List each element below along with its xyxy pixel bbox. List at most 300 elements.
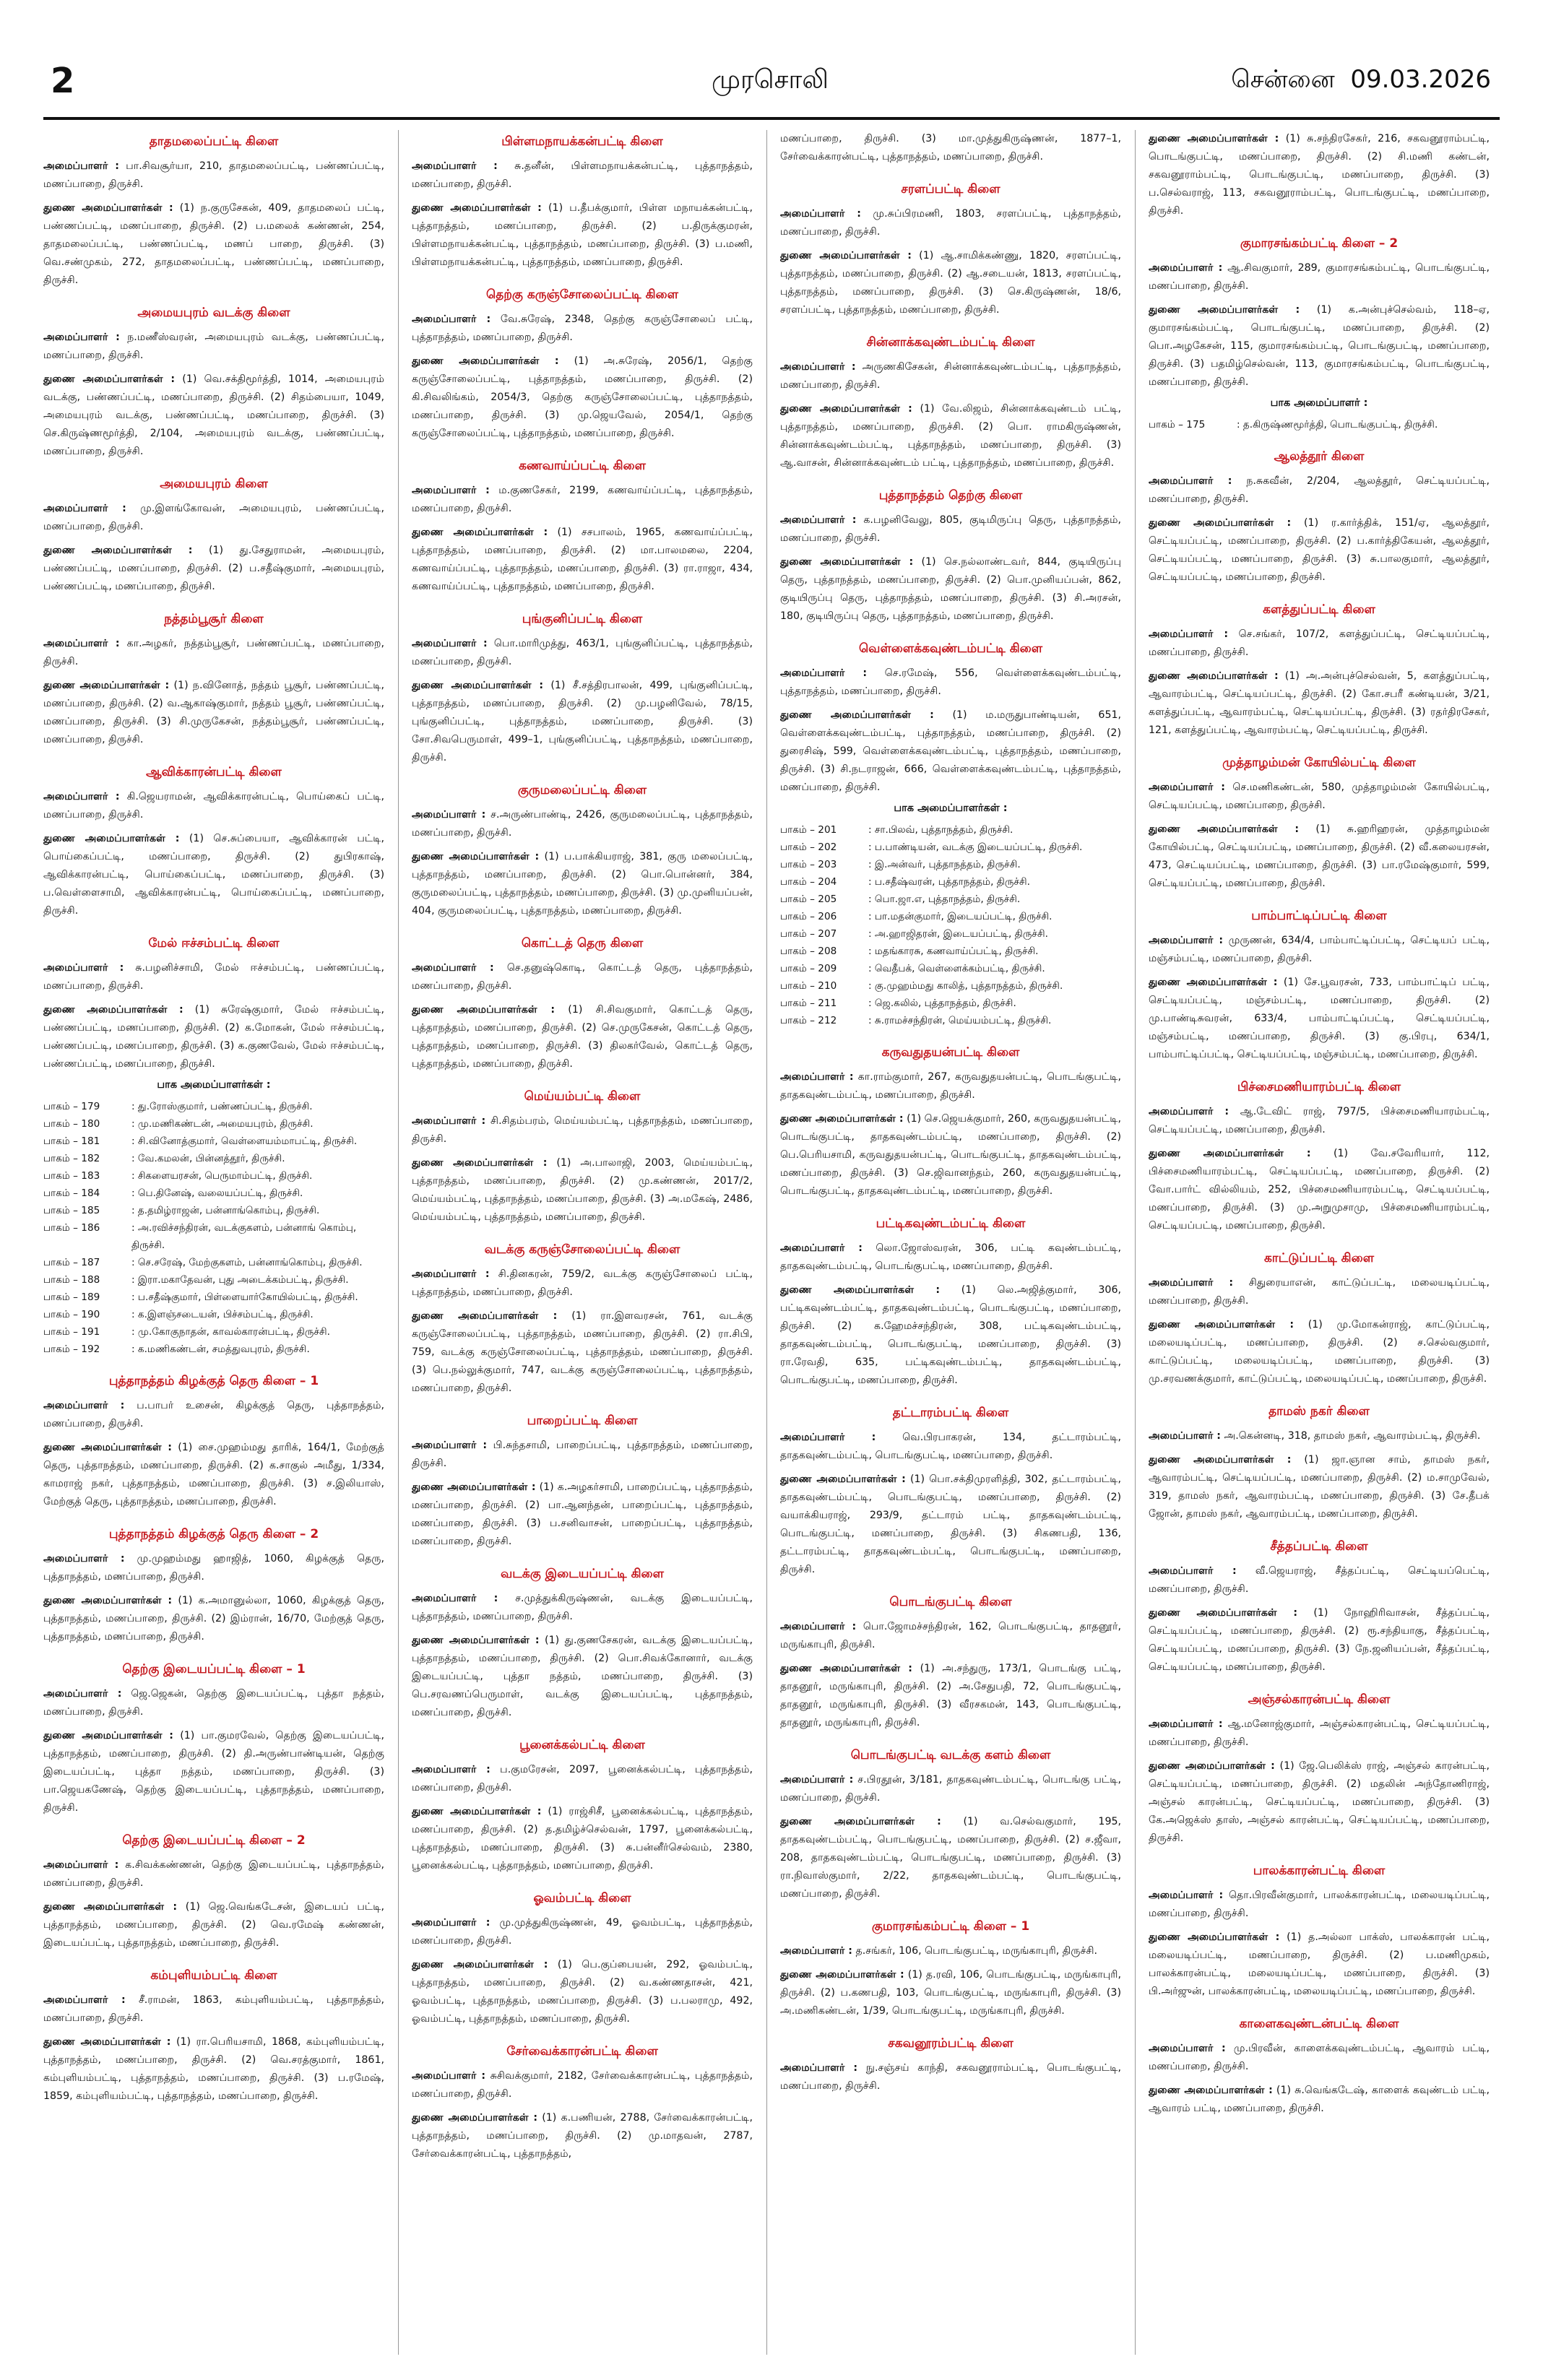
organizer-label: அமைப்பாளர் : (780, 1621, 857, 1632)
branch-heading: காட்டுப்பட்டி கிளை (1263, 1251, 1375, 1265)
branch-heading: ஓவம்பட்டி கிளை (533, 1891, 631, 1905)
deputy-organizers-label: துணை அமைப்பாளர்கள் : (1149, 1931, 1280, 1943)
booth-row (780, 925, 1121, 943)
branch-section (43, 1527, 384, 1646)
branch-heading: வடக்கு கருஞ்சோலைப்பட்டி கிளை (484, 1242, 680, 1257)
deputy-organizers-list: (1) வ.செல்வகுமார், 195, தாதகவுண்டம்பட்டி, பொடங்குபட்டி, மணப்பாறை, திருச்சி. (2) ச.ஜீவா, 208, தாதகவுண்டம்பட்டி, பொடங்குபட்டி, மணப்பாறை, திருச்சி. (3) ரா.நிவாஸ்குமார், 2/22, தாதகவுண்டம்பட்டி, பொடங்குபட்டி, மணப்பாறை, திருச்சி. (780, 1816, 1121, 1900)
organizer-name: கா.அழகர், நத்தம்பூசூர், பண்ணப்பட்டி, மணப்பாறை, திருச்சி. (43, 638, 384, 667)
booth-number: பாகம் – 182 (43, 1153, 100, 1164)
deputy-organizers-label: துணை அமைப்பாளர்கள் : (1149, 670, 1279, 682)
organizer-paragraph (412, 1437, 753, 1473)
organizer-paragraph (412, 1112, 753, 1148)
deputy-organizers-paragraph (43, 1001, 384, 1073)
booth-row (780, 943, 1121, 960)
deputy-organizers-list: (1) வெ.சக்திமூர்த்தி, 1014, அமையபுரம் வடக்கு, பண்ணப்பட்டி, மணப்பாறை, திருச்சி. (2) சிதம்பையா, 1049, அமையபுரம் வடக்கு, பண்ணப்பட்டி, மணப்பாறை, திருச்சி. (3) செ.கிருஷ்ணமூர்த்தி, 2/104, அமையபுரம் வடக்கு, பண்ணப்பட்டி, மணப்பாறை, திருச்சி. (43, 373, 384, 457)
branch-section (412, 459, 753, 596)
column-3 (780, 130, 1121, 2362)
branch-section (43, 612, 384, 749)
organizer-name: அருணகிசேகன், சின்னாக்கவுண்டம்பட்டி, புத்தாநத்தம், மணப்பாறை, திருச்சி. (780, 361, 1121, 391)
deputy-organizers-label: துணை அமைப்பாளர்கள் : (43, 833, 180, 844)
branch-section (1149, 449, 1490, 587)
deputy-organizers-list: (1) க.பணியன், 2788, சேர்வைக்காரன்பட்டி, புத்தாநத்தம், மணப்பாறை, திருச்சி. (2) மு.மாதவன், 2787, சேர்வைக்காரன்பட்டி, புத்தாநத்தம், (412, 2112, 753, 2160)
organizer-label: அமைப்பாளர் : (780, 1432, 876, 1443)
booth-organizer: : அ.ஹாஜிதரன், இடையப்பட்டி, திருச்சி. (868, 928, 1048, 940)
deputy-organizers-paragraph (780, 1966, 1121, 2020)
column-1 (43, 130, 384, 2362)
organizer-label: அமைப்பாளர் : (412, 2070, 486, 2082)
branch-section (43, 1833, 384, 1952)
organizer-name: மு.முத்துகிருஷ்ணன், 49, ஓவம்பட்டி, புத்தாநத்தம், மணப்பாறை, திருச்சி. (412, 1917, 753, 1947)
branch-heading: சேர்வைக்காரன்பட்டி கிளை (506, 2044, 658, 2059)
deputy-organizers-paragraph (780, 247, 1121, 319)
branch-heading: பொடங்குபட்டி வடக்கு களம் கிளை (850, 1748, 1051, 1762)
organizer-paragraph (1149, 1562, 1490, 1598)
deputy-organizers-label: துணை அமைப்பாளர்கள் : (780, 403, 912, 415)
organizer-name: சிதுரையாஎன், காட்டுப்பட்டி, மலையடிப்பட்டி, மணப்பாறை, திருச்சி. (1149, 1277, 1490, 1307)
branch-heading: வெள்ளைக்கவுண்டம்பட்டி கிளை (858, 641, 1043, 656)
deputy-organizers-paragraph (412, 352, 753, 443)
organizer-paragraph (412, 806, 753, 842)
organizer-paragraph (1149, 1103, 1490, 1139)
deputy-organizers-paragraph (412, 1956, 753, 2028)
organizer-name: ஆ.டேவிட் ராஜ், 797/5, பிச்சைமணியாரம்பட்டி, செட்டியப்பட்டி, மணப்பாறை, திருச்சி. (1149, 1106, 1490, 1135)
dateline-city: சென்னை (1231, 65, 1335, 94)
organizer-label: அமைப்பாளர் : (43, 1994, 126, 2006)
organizer-label: அமைப்பாளர் : (1149, 1277, 1234, 1289)
organizer-label: அமைப்பாளர் : (1149, 1718, 1223, 1730)
booth-row (43, 1323, 384, 1341)
booth-organizer: : கு.முஹம்மது காலித், புத்தாநத்தம், திருச்சி. (868, 980, 1063, 992)
organizer-paragraph (43, 959, 384, 995)
branch-section (1149, 236, 1490, 433)
organizer-paragraph (780, 665, 1121, 701)
organizer-paragraph (780, 1618, 1121, 1654)
branch-heading: நத்தம்பூசூர் கிளை (164, 612, 264, 626)
organizer-name: ச.முத்துக்கிருஷ்ணன், வடக்கு இடையப்பட்டி, புத்தாநத்தம், மணப்பாறை, திருச்சி. (412, 1593, 753, 1622)
branch-section (780, 488, 1121, 626)
booth-number: பாகம் – 181 (43, 1135, 100, 1147)
booth-number: பாகம் – 210 (780, 980, 837, 992)
booth-organizer: : செ.சரேஷ், மேற்குகளம், பன்னாங்கொம்பு, திருச்சி. (131, 1257, 363, 1268)
organizer-name: மு.முஹம்மது ஹாஜித், 1060, கிழக்குத் தெரு, புத்தாநத்தம், மணப்பாறை, திருச்சி. (43, 1553, 384, 1583)
deputy-organizers-list: (1) வே.சவேரியார், 112, பிச்சைமணியாரம்பட்டி, செட்டியப்பட்டி, மணப்பாறை, திருச்சி. (2) வோ.பார்ட் வில்லியம், 252, பிச்சைமணியாரம்பட்டி, செட்டியப்பட்டி, மணப்பாறை, திருச்சி. (3) மு.அறுமுசாமு, பிச்சைமணியாரம்பட்டி, செட்டியப்பட்டி, மணப்பாறை, திருச்சி. (1149, 1148, 1490, 1232)
branch-section (1149, 1404, 1490, 1523)
branch-heading: கொட்டத் தெரு கிளை (521, 936, 644, 951)
column-4 (1149, 130, 1490, 2362)
booth-row (43, 1167, 384, 1185)
branch-heading: புங்குனிப்பட்டி கிளை (522, 612, 643, 626)
organizer-paragraph (780, 205, 1121, 241)
booth-row (43, 1341, 384, 1358)
organizer-paragraph (43, 1856, 384, 1892)
deputy-organizers-label: துணை அமைப்பாளர்கள் : (780, 1663, 912, 1674)
deputy-organizers-label: துணை அமைப்பாளர்கள் : (412, 1004, 556, 1016)
deputy-organizers-paragraph (412, 1632, 753, 1722)
branch-section (412, 1891, 753, 2028)
branch-heading: அமையபுரம் கிளை (160, 477, 268, 491)
branch-heading: புத்தாநத்தம் கிழக்குத் தெரு கிளை – 1 (108, 1374, 319, 1388)
branch-section (780, 2036, 1121, 2095)
deputy-organizers-label: துணை அமைப்பாளர்கள் : (780, 1113, 904, 1125)
organizer-name: லொ.ஜோஸ்வரன், 306, பட்டி கவுண்டம்பட்டி, தாதகவுண்டம்பட்டி, பொடங்குபட்டி, மணப்பாறை, திருச்சி. (780, 1242, 1121, 1272)
deputy-organizers-paragraph (43, 1592, 384, 1646)
organizer-paragraph (412, 1590, 753, 1626)
organizer-paragraph (1149, 1274, 1490, 1310)
branch-heading: புத்தாநத்தம் தெற்கு கிளை (878, 488, 1023, 503)
organizer-label: அமைப்பாளர் : (1149, 1565, 1237, 1577)
booth-number: பாகம் – 209 (780, 963, 837, 974)
booth-row (43, 1306, 384, 1323)
booth-number: பாகம் – 207 (780, 928, 837, 940)
branch-section (780, 1216, 1121, 1390)
branch-section (43, 1968, 384, 2106)
deputy-organizers-list: (1) அ.சுரேஷ், 2056/1, தெற்கு கருஞ்சோலைப்பட்டி, புத்தாநத்தம், மணப்பாறை, திருச்சி. (2) கி.சிவலிங்கம், 2054/3, தெற்கு கருஞ்சோலைப்பட்டி, புத்தாநத்தம், மணப்பாறை, திருச்சி. (3) மு.ஜெயவேல், 2054/1, தெற்கு கருஞ்சோலைப்பட்டி, புத்தாநத்தம், மணப்பாறை, திருச்சி. (412, 355, 753, 439)
branch-section (780, 130, 1121, 166)
organizer-label: அமைப்பாளர் : (1149, 2043, 1226, 2054)
organizer-label: அமைப்பாளர் : (412, 809, 486, 821)
organizer-name: கா.ராம்குமார், 267, கருவதுதயன்பட்டி, பொடங்குபட்டி, தாதகவுண்டம்பட்டி, மணப்பாறை, திருச்சி. (780, 1071, 1121, 1101)
organizer-label: அமைப்பாளர் : (43, 1553, 125, 1565)
organizer-name: மு.பிரவீன், காளைக்கவுண்டம்பட்டி, ஆவாரம் பட்டி, மணப்பாறை, திருச்சி. (1149, 2043, 1490, 2072)
organizer-label: அமைப்பாளர் : (412, 485, 490, 496)
deputy-organizers-list: (1) ஜா.ஞான சாம், தாமஸ் நகர், ஆவாரம்பட்டி, செட்டியப்பட்டி, மணப்பாறை, திருச்சி. (2) ம.சாமுவேல், 319, தாமஸ் நகர், ஆவாரம்பட்டி, மணப்பாறை, திருச்சி. (3) சே.தீபக் ஜோன், தாமஸ் நகர், ஆவாரம்பட்டி, மணப்பாறை, திருச்சி. (1149, 1454, 1490, 1520)
booth-organizer: : க.இளஞ்சடையன், பிச்சம்பட்டி, திருச்சி. (131, 1309, 314, 1320)
booth-number: பாகம் – 180 (43, 1118, 100, 1130)
branch-section (412, 287, 753, 443)
branch-heading: பாறைப்பட்டி கிளை (527, 1414, 638, 1428)
branch-heading: களத்துப்பட்டி கிளை (1263, 602, 1375, 617)
deputy-organizers-list: (1) ராஜ்சிசீ, பூனைக்கல்பட்டி, புத்தாநத்தம், மணப்பாறை, திருச்சி. (2) த.தமிழ்ச்செல்வன், 1797, பூனைக்கல்பட்டி, புத்தாநத்தம், மணப்பாறை, திருச்சி. (3) சு.பன்னீர்செல்வம், 2380, பூனைக்கல்பட்டி, புத்தாநத்தம், மணப்பாறை, திருச்சி. (412, 1806, 753, 1871)
booth-row (43, 1289, 384, 1306)
booth-organizers-heading: பாக அமைப்பாளர் : (1270, 397, 1368, 409)
deputy-organizers-paragraph (780, 1813, 1121, 1903)
deputy-organizers-list: (1) பொ.சக்திமுரளித்தி, 302, தட்டாரம்பட்டி, தாதகவுண்டம்பட்டி, பொடங்குபட்டி, மணப்பாறை, திருச்சி. (2) வயாக்கியராஜ், 293/9, தட்டாரம் பட்டி, தாதகவுண்டம்பட்டி, பொடங்குபட்டி, மணப்பாறை, திருச்சி. (3) சிகணபதி, 136, தட்டாரம்பட்டி, தாதகவுண்டம்பட்டி, பொடங்குபட்டி, மணப்பாறை, திருச்சி. (780, 1474, 1121, 1575)
deputy-organizers-label: துணை அமைப்பாளர்கள் : (43, 1730, 173, 1741)
organizer-paragraph (1149, 1715, 1490, 1752)
booth-number: பாகம் – 187 (43, 1257, 100, 1268)
deputy-organizers-list: (1) பா.குமரவேல், தெற்கு இடையப்பட்டி, புத்தாநத்தம், மணப்பாறை, திருச்சி. (2) தி.அருண்பாண்டியன், தெற்கு இடையப்பட்டி, புத்தா நத்தம், மணப்பாறை, திருச்சி. (3) பா.ஜெயகணேஷ், தெற்கு இடையப்பட்டி, புத்தாநத்தம், மணப்பாறை, திருச்சி. (43, 1730, 384, 1814)
booth-row (780, 821, 1121, 839)
organizer-paragraph (412, 2067, 753, 2103)
deputy-organizers-paragraph (780, 400, 1121, 472)
booth-organizer: : வெதீபக், வெள்ளைக்கம்பட்டி, திருச்சி. (868, 963, 1045, 974)
deputy-organizers-paragraph (1149, 2082, 1490, 2118)
deputy-organizers-list: (1) சு.சந்திரசேகர், 216, சகவனூராம்பட்டி, பொடங்குபட்டி, மணப்பாறை, திருச்சி. (2) சி.மணி கண்டன், சகவனூராம்பட்டி, பொடங்குபட்டி, மணப்பாறை, திருச்சி. (3) ப.செல்வராஜ், 113, சகவனூராம்பட்டி, பொடங்குபட்டி, மணப்பாறை, திருச்சி. (1149, 133, 1490, 217)
organizer-label: அமைப்பாளர் : (1149, 1890, 1224, 1901)
deputy-organizers-label: துணை அமைப்பாளர்கள் : (412, 851, 540, 862)
dateline-date: 09.03.2026 (1350, 65, 1491, 94)
booth-organizer: : மதங்காரசு, கணவாய்ப்பட்டி, திருச்சி. (868, 945, 1039, 957)
organizer-paragraph (412, 1761, 753, 1797)
organizer-name: மு.சுப்பிரமணி, 1803, சரளப்பட்டி, புத்தாநத்தம், மணப்பாறை, திருச்சி. (780, 208, 1121, 238)
booth-row (780, 1012, 1121, 1029)
organizer-name: க.பழனிவேலு, 805, குடிமிருப்பு தெரு, புத்தாநத்தம், மணப்பாறை, திருச்சி. (780, 514, 1121, 544)
deputy-organizers-list: (1) செ.சுப்பையா, ஆவிக்காரன் பட்டி, பொய்கைப்பட்டி, மணப்பாறை, திருச்சி. (2) துபிரகாஷ், ஆவிக்காரன்பட்டி, பொய்கைப்பட்டி, மணப்பாறை, திருச்சி. (3) ப.வெள்ளைசாமி, ஆவிக்காரன்பட்டி, பொய்கைப்பட்டி, மணப்பாறை, திருச்சி. (43, 833, 384, 917)
booth-organizer: : பெ.தினேஷ், வலையப்பட்டி, திருச்சி. (131, 1187, 303, 1199)
deputy-organizers-label: துணை அமைப்பாளர்கள் : (43, 545, 193, 556)
deputy-organizers-label: துணை அமைப்பாளர்கள் : (43, 202, 173, 214)
organizer-paragraph (412, 482, 753, 518)
organizer-name: தொ.பிரவீன்குமார், பாலக்காரன்பட்டி, மலையடிப்பட்டி, மணப்பாறை, திருச்சி. (1149, 1890, 1490, 1919)
deputy-organizers-label: துணை அமைப்பாளர்கள் : (1149, 1454, 1292, 1466)
organizer-paragraph (412, 635, 753, 671)
booth-number: பாகம் – 179 (43, 1101, 100, 1112)
branch-section (1149, 1692, 1490, 1848)
branch-section (1149, 756, 1490, 893)
booth-organizer: : சிகளையரசன், பெருமாம்பட்டி, திருச்சி. (131, 1170, 313, 1182)
organizer-paragraph (1149, 1887, 1490, 1923)
branch-heading: பிள்ளமநாயக்கன்பட்டி கிளை (501, 134, 663, 149)
branch-heading: தெற்கு கருஞ்சோலைப்பட்டி கிளை (486, 287, 678, 302)
booth-number: பாகம் – 201 (780, 824, 837, 836)
organizer-name: ம.குணசேகர், 2199, கணவாய்ப்பட்டி, புத்தாநத்தம், மணப்பாறை, திருச்சி. (412, 485, 753, 514)
booth-organizer: : ப.சதீஷ்வரன், புத்தாநத்தம், திருச்சி. (868, 876, 1030, 888)
branch-heading: குருமலைப்பட்டி கிளை (517, 783, 647, 797)
booth-row (780, 977, 1121, 995)
branch-heading: பட்டிகவுண்டம்பட்டி கிளை (876, 1216, 1026, 1231)
organizer-paragraph (780, 2059, 1121, 2095)
booth-number: பாகம் – 184 (43, 1187, 100, 1199)
booth-organizer: : ஜெ.கலில், புத்தாநத்தம், திருச்சி. (868, 998, 1016, 1009)
booth-row (780, 960, 1121, 977)
branch-section (1149, 1539, 1490, 1676)
branch-section (412, 1738, 753, 1875)
deputy-organizers-paragraph (412, 1154, 753, 1226)
organizer-paragraph (43, 1685, 384, 1721)
booth-number: பாகம் – 211 (780, 998, 837, 1009)
booth-row (780, 839, 1121, 856)
branch-heading: மேல் ஈச்சம்பட்டி கிளை (148, 936, 280, 951)
organizer-label: அமைப்பாளர் : (1149, 782, 1225, 793)
booth-row (780, 873, 1121, 891)
deputy-organizers-paragraph (1149, 974, 1490, 1064)
organizer-name: ப.குமரேசன், 2097, பூனைக்கல்பட்டி, புத்தாநத்தம், மணப்பாறை, திருச்சி. (412, 1764, 753, 1793)
organizer-name: ஜெ.ஜெகன், தெற்கு இடையப்பட்டி, புத்தா நத்தம், மணப்பாறை, திருச்சி. (43, 1688, 384, 1718)
organizer-label: அமைப்பாளர் : (1149, 935, 1224, 946)
branch-section (780, 1406, 1121, 1579)
branch-heading: பாம்பாட்டிப்பட்டி கிளை (1251, 909, 1387, 923)
booth-organizer: : இ.அன்வர், புத்தாநத்தம், திருச்சி. (868, 859, 1021, 870)
deputy-organizers-label: துணை அமைப்பாளர்கள் : (1149, 517, 1292, 529)
organizer-paragraph (1149, 779, 1490, 815)
organizer-label: அமைப்பாளர் : (1149, 475, 1232, 487)
booth-organizer: : த.தமிழ்ராஜன், பன்னாங்கொம்பு, திருச்சி. (131, 1205, 320, 1216)
booth-number: பாகம் – 190 (43, 1309, 100, 1320)
deputy-organizers-list: (1) சீ.சத்திரபாலன், 499, புங்குனிப்பட்டி, புத்தாநத்தம், மணப்பாறை, திருச்சி. (2) மு.பழனிவேல், 78/15, புங்குனிப்பட்டி, புத்தாநத்தம், மணப்பாறை, திருச்சி. (3) சோ.சிவபெருமாள், 499–1, புங்குனிப்பட்டி, புத்தாநத்தம், மணப்பாறை, திருச்சி. (412, 680, 753, 763)
deputy-organizers-paragraph (780, 553, 1121, 626)
organizer-label: அமைப்பாளர் : (43, 160, 119, 172)
masthead-rule (43, 117, 1500, 120)
branch-heading: மெய்யம்பட்டி கிளை (524, 1089, 641, 1104)
branch-section (1149, 1251, 1490, 1388)
branch-heading: சகவனூரம்பட்டி கிளை (888, 2036, 1013, 2051)
deputy-organizers-paragraph (412, 1803, 753, 1875)
deputy-organizers-label: துணை அமைப்பாளர்கள் : (412, 355, 559, 367)
deputy-organizers-paragraph (43, 542, 384, 596)
branch-heading: பாலக்காரன்பட்டி கிளை (1253, 1864, 1386, 1878)
organizer-label: அமைப்பாளர் : (43, 791, 120, 802)
organizer-name: க.சிவக்கண்ணன், தெற்கு இடையப்பட்டி, புத்தாநத்தம், மணப்பாறை, திருச்சி. (43, 1859, 384, 1889)
organizer-label: அமைப்பாளர் : (780, 208, 861, 220)
branch-heading: தட்டாரம்பட்டி கிளை (892, 1406, 1009, 1420)
deputy-organizers-paragraph (412, 524, 753, 596)
organizer-name: ஆ.சிவகுமார், 289, குமாரசங்கம்பட்டி, பொடங்குபட்டி, மணப்பாறை, திருச்சி. (1149, 262, 1490, 292)
branch-heading: குமாரசங்கம்பட்டி கிளை – 2 (1240, 236, 1399, 251)
deputy-organizers-label: துணை அமைப்பாளர்கள் : (780, 1816, 941, 1827)
deputy-organizers-label: துணை அமைப்பாளர்கள் : (412, 680, 544, 691)
branch-heading: குமாரசங்கம்பட்டி கிளை – 1 (871, 1919, 1030, 1934)
organizer-name: பொ.ஜோமச்சந்திரன், 162, பொடங்குபட்டி, தாதனூர், மருங்காபுரி, திருச்சி. (780, 1621, 1121, 1650)
deputy-organizers-list: (1) க.அழகர்சாமி, பாறைப்பட்டி, புத்தாநத்தம், மணப்பாறை, திருச்சி. (2) பா.ஆனந்தன், பாறைப்பட்டி, புத்தாநத்தம், மணப்பாறை, திருச்சி. (3) ப.சனிவாசன், பாறைப்பட்டி, புத்தாநத்தம், மணப்பாறை, திருச்சி. (412, 1481, 753, 1547)
deputy-organizers-list: (1) ரா.பெரியசாமி, 1868, கம்புளியம்பட்டி, புத்தாநத்தம், மணப்பாறை, திருச்சி. (2) வெ.சரத்குமார், 1861, கம்புளியம்பட்டி, புத்தாநத்தம், மணப்பாறை, திருச்சி. (3) ப.ரமேஷ், 1859, கம்புளியம்பட்டி, புத்தாநத்தம், மணப்பாறை, திருச்சி. (43, 2036, 384, 2102)
branch-heading: தாமஸ் நகர் கிளை (1268, 1404, 1370, 1419)
organizer-name: செ.தனுஷ்கொடி, கொட்டத் தெரு, புத்தாநத்தம், மணப்பாறை, திருச்சி. (412, 962, 753, 992)
booth-number: பாகம் – 204 (780, 876, 837, 888)
deputy-organizers-label: துணை அமைப்பாளர்கள் : (43, 1442, 172, 1453)
branch-heading: காளைகவுண்டன்பட்டி கிளை (1239, 2017, 1399, 2031)
deputy-organizers-paragraph (43, 371, 384, 461)
deputy-organizers-list: (1) ம.மருதுபாண்டியன், 651, வெள்ளைக்கவுண்டம்பட்டி, புத்தாநத்தம், மணப்பாறை, திருச்சி. (2) துரைசிஷ், 599, வெள்ளைக்கவுண்டம்பட்டி, புத்தாநத்தம், மணப்பாறை, திருச்சி. (3) சி.நடராஜன், 666, வெள்ளைக்கவுண்டம்பட்டி, புத்தாநத்தம், மணப்பாறை, திருச்சி. (780, 709, 1121, 793)
branch-section (412, 1567, 753, 1722)
branch-heading: ஆலத்தூர் கிளை (1274, 449, 1365, 464)
dateline (1231, 65, 1491, 97)
branch-heading: கணவாய்ப்பட்டி கிளை (519, 459, 646, 473)
deputy-organizers-label: துணை அமைப்பாளர்கள் : (43, 680, 170, 691)
organizer-label: அமைப்பாளர் : (412, 1593, 498, 1604)
deputy-organizers-paragraph (412, 1479, 753, 1551)
deputy-organizers-paragraph (780, 1110, 1121, 1200)
deputy-organizers-label: துணை அமைப்பாளர்கள் : (780, 1474, 906, 1485)
deputy-organizers-list: (1) பெ.குப்பையன், 292, ஓவம்பட்டி, புத்தாநத்தம், மணப்பாறை, திருச்சி. (2) வ.கண்ணதாசன், 421, ஓவம்பட்டி, புத்தாநத்தம், மணப்பாறை, திருச்சி. (3) ப.பலராமு, 492, ஓவம்பட்டி, புத்தாநத்தம், மணப்பாறை, திருச்சி. (412, 1959, 753, 2025)
deputy-organizers-list: (1) லெ.அஜித்குமார், 306, பட்டிகவுண்டம்பட்டி, தாதகவுண்டம்பட்டி, பொடங்குபட்டி, மணப்பாறை, திருச்சி. (2) க.ஹேமச்சந்திரன், 308, பட்டிகவுண்டம்பட்டி, தாதகவுண்டம்பட்டி, பொடங்குபட்டி, மணப்பாறை, திருச்சி. (3) ரா.ரேவதி, 635, பட்டிகவுண்டம்பட்டி, தாதகவுண்டம்பட்டி, பொடங்குபட்டி, மணப்பாறை, திருச்சி. (780, 1284, 1121, 1386)
organizer-name: அ.கென்னடி, 318, தாமஸ் நகர், ஆவாரம்பட்டி, திருச்சி. (1224, 1430, 1481, 1442)
deputy-organizers-list: (1) ப.தீபக்குமார், பிள்ள மநாயக்கன்பட்டி, புத்தாநத்தம், மணப்பாறை, திருச்சி. (2) ப.திருக்குமரன், பிள்ளமநாயக்கன்பட்டி, புத்தாநத்தம், மணப்பாறை, திருச்சி. (3) ப.மணி, பிள்ளமநாயக்கன்பட்டி, புத்தாநத்தம், மணப்பாறை, திருச்சி. (412, 202, 753, 268)
deputy-organizers-paragraph (780, 1281, 1121, 1390)
deputy-organizers-list: (1) த.ரவி, 106, பொடங்குபட்டி, மருங்காபுரி, திருச்சி. (2) ப.கணபதி, 103, பொடங்குபட்டி, மருங்காபுரி, திருச்சி. (3) அ.மணிகண்டன், 1/39, பொடங்குபட்டி, மருங்காபுரி, திருச்சி. (780, 1969, 1121, 2017)
booth-row (43, 1254, 384, 1271)
organizer-label: அமைப்பாளர் : (780, 1945, 852, 1957)
organizer-label: அமைப்பாளர் : (43, 1688, 122, 1700)
organizer-name: முருணன், 634/4, பாம்பாட்டிப்பட்டி, செட்டியப் பட்டி, மஞ்சம்பட்டி, மணப்பாறை, திருச்சி. (1149, 935, 1490, 964)
organizer-paragraph (412, 1265, 753, 1302)
deputy-organizers-list: (1) க.அமானுல்லா, 1060, கிழக்குத் தெரு, புத்தாநத்தம், மணப்பாறை, திருச்சி. (2) இம்ரான், 16/70, மேற்குத் தெரு, புத்தாநத்தம், மணப்பாறை, திருச்சி. (43, 1595, 384, 1643)
continued-text: மணப்பாறை, திருச்சி. (3) மா.முத்துகிருஷ்ணன், 1877–1, சேர்வைக்காரன்பட்டி, புத்தாநத்தம், மணப்பாறை, திருச்சி. (780, 133, 1121, 163)
article-columns (43, 130, 1500, 2362)
deputy-organizers-paragraph (1149, 1757, 1490, 1848)
booth-number: பாகம் – 212 (780, 1015, 837, 1026)
deputy-organizers-list: (1) து.சேதுராமன், அமையபுரம், பண்ணப்பட்டி, மணப்பாறை, திருச்சி. (2) ப.சதீஷ்குமார், அமையபுரம், பண்ணப்பட்டி, மணப்பாறை, திருச்சி. (43, 545, 384, 592)
branch-section (43, 1662, 384, 1817)
organizer-label: அமைப்பாளர் : (412, 1917, 490, 1929)
booth-row (780, 995, 1121, 1012)
deputy-organizers-list: (1) மு.மோகன்ராஜ், காட்டுப்பட்டி, மலையடிப்பட்டி, மணப்பாறை, திருச்சி. (2) ச.செல்வகுமார், காட்டுப்பட்டி, மலையடிப்பட்டி, மணப்பாறை, திருச்சி. (3) மு.சரவணக்குமார், காட்டுப்பட்டி, மலையடிப்பட்டி, மணப்பாறை, திருச்சி. (1149, 1319, 1490, 1385)
deputy-organizers-label: துணை அமைப்பாளர்கள் : (43, 373, 176, 385)
booth-row (780, 891, 1121, 908)
organizer-label: அமைப்பாளர் : (412, 313, 491, 325)
organizer-name: பா.சிவசூர்யா, 210, தாதமலைப்பட்டி, பண்ணப்பட்டி, மணப்பாறை, திருச்சி. (43, 160, 384, 190)
deputy-organizers-list: (1) சு.ஹரிஹரன், முத்தாழம்மன் கோயில்பட்டி, செட்டியப்பட்டி, மணப்பாறை, திருச்சி. (2) வீ.கலையரசன், 473, செட்டியப்பட்டி, மணப்பாறை, திருச்சி. (3) பா.ரமேஷ்குமார், 599, செட்டியப்பட்டி, மணப்பாறை, திருச்சி. (1149, 823, 1490, 889)
branch-heading: பிச்சைமணியாரம்பட்டி கிளை (1237, 1080, 1401, 1094)
organizer-label: அமைப்பாளர் : (780, 1071, 854, 1083)
booth-organizers-heading: பாக அமைப்பாளர்கள் : (157, 1079, 271, 1091)
booth-row (43, 1219, 384, 1254)
deputy-organizers-paragraph (1149, 301, 1490, 391)
deputy-organizers-paragraph (1149, 130, 1490, 220)
deputy-organizers-paragraph (1149, 667, 1490, 740)
organizer-label: அமைப்பாளர் : (43, 962, 124, 974)
booth-organizer: : சு.ராமச்சந்திரன், மெய்யம்பட்டி, திருச்சி. (868, 1015, 1052, 1026)
branch-section (780, 1748, 1121, 1903)
booth-row (43, 1202, 384, 1219)
branch-section (412, 134, 753, 272)
organizer-label: அமைப்பாளர் : (43, 1859, 119, 1871)
deputy-organizers-list: (1) வே.லிஜம், சின்னாக்கவுண்டம் பட்டி, புத்தாநத்தம், மணப்பாறை, திருச்சி. (2) பொ. ராமகிருஷ்ணன், சின்னாக்கவுண்டம்பட்டி, புத்தாநத்தம், மணப்பாறை, திருச்சி. (3) ஆ.வாசன், சின்னாக்கவுண்டம் பட்டி, புத்தாநத்தம், மணப்பாறை, திருச்சி. (780, 403, 1121, 469)
branch-heading: ஆவிக்காரன்பட்டி கிளை (146, 765, 282, 779)
deputy-organizers-paragraph (412, 1307, 753, 1398)
deputy-organizers-label: துணை அமைப்பாளர்கள் : (1149, 1760, 1275, 1772)
branch-section (780, 641, 1121, 1029)
organizer-label: அமைப்பாளர் : (412, 1764, 490, 1775)
deputy-organizers-list: (1) சுரேஷ்குமார், மேல் ஈச்சம்பட்டி, பண்ணப்பட்டி, மணப்பாறை, திருச்சி. (2) க.மோகன், மேல் ஈச்சம்பட்டி, பண்ணப்பட்டி, மணப்பாறை, திருச்சி. (3) க.குணவேல், மேல் ஈச்சம்பட்டி, பண்ணப்பட்டி, மணப்பாறை, திருச்சி. (43, 1004, 384, 1070)
organizer-paragraph (43, 157, 384, 194)
organizer-paragraph (412, 959, 753, 995)
deputy-organizers-label: துணை அமைப்பாளர்கள் : (1149, 2085, 1273, 2096)
organizer-label: அமைப்பாளர் : (412, 160, 498, 172)
deputy-organizers-label: துணை அமைப்பாளர்கள் : (780, 1969, 904, 1981)
organizer-label: அமைப்பாளர் : (1149, 1430, 1221, 1442)
booth-number: பாகம் – 191 (43, 1326, 100, 1338)
booth-row (43, 1150, 384, 1167)
organizer-name: சி.தினகரன், 759/2, வடக்கு கருஞ்சோலைப் பட்டி, புத்தாநத்தம், மணப்பாறை, திருச்சி. (412, 1268, 753, 1298)
deputy-organizers-list: (1) ந.வினோத், நத்தம் பூசூர், பண்ணப்பட்டி, மணப்பாறை, திருச்சி. (2) வ.ஆகாஷ்குமார், நத்தம் பூசூர், பண்ணப்பட்டி, மணப்பாறை, திருச்சி. (3) சி.முருகேசன், நத்தம்பூசூர், பண்ணப்பட்டி, மணப்பாறை, திருச்சி. (43, 680, 384, 745)
organizer-name: மு.இளங்கோவன், அமையபுரம், பண்ணப்பட்டி, மணப்பாறை, திருச்சி. (43, 503, 384, 532)
booth-row (780, 908, 1121, 925)
branch-heading: தாதமலைப்பட்டி கிளை (149, 134, 279, 149)
organizer-paragraph (43, 329, 384, 365)
deputy-organizers-list: (1) த.அல்லா பாக்ஸ், பாலக்காரன் பட்டி, மலையடிப்பட்டி, மணப்பாறை, திருச்சி. (2) ப.மணிமுகம், பாலக்காரன்பட்டி, மலையடிப்பட்டி, மணப்பாறை, திருச்சி. (3) பி.அர்ஜுன், பாலக்காரன்பட்டி, மலையடிப்பட்டி, மணப்பாறை, திருச்சி. (1149, 1931, 1490, 1997)
organizer-paragraph (780, 1942, 1121, 1960)
booth-row (43, 1133, 384, 1150)
booth-organizer: : ப.சதீஷ்குமார், பிள்ளையார்கோயில்பட்டி, திருச்சி. (131, 1291, 358, 1303)
organizer-name: நு.சஞ்சய் காந்தி, சகவனூராம்பட்டி, பொடங்குபட்டி, மணப்பாறை, திருச்சி. (780, 2062, 1121, 2092)
deputy-organizers-list: (1) சி.சிவகுமார், கொட்டத் தெரு, புத்தாநத்தம், மணப்பாறை, திருச்சி. (2) செ.முருகேசன், கொட்டத் தெரு, புத்தாநத்தம், மணப்பாறை, திருச்சி. (3) திலகர்வேல், கொட்டத் தெரு, புத்தாநத்தம், மணப்பாறை, திருச்சி. (412, 1004, 753, 1070)
deputy-organizers-list: (1) நோஹிரிவாசன், சீத்தப்பட்டி, செட்டியப்பட்டி, மணப்பாறை, திருச்சி. (2) ரூ.சந்தியாகு, சீத்தப்பட்டி, செட்டியப்பட்டி, மணப்பாறை, திருச்சி. (3) நே.ஜனியப்பன், சீத்தப்பட்டி, செட்டியப்பட்டி, மணப்பாறை, திருச்சி. (1149, 1607, 1490, 1673)
branch-heading: கம்புளியம்பட்டி கிளை (150, 1968, 277, 1983)
page-number: 2 (51, 61, 75, 101)
deputy-organizers-label: துணை அமைப்பாளர்கள் : (780, 556, 914, 568)
deputy-organizers-paragraph (1149, 1604, 1490, 1676)
organizer-label: அமைப்பாளர் : (780, 1242, 863, 1254)
branch-section (780, 1045, 1121, 1200)
booth-number: பாகம் – 203 (780, 859, 837, 870)
deputy-organizers-label: துணை அமைப்பாளர்கள் : (412, 1635, 540, 1646)
organizer-name: கி.ஜெயராமன், ஆவிக்காரன்பட்டி, பொய்கைப் பட்டி, மணப்பாறை, திருச்சி. (43, 791, 384, 821)
booth-row (43, 1185, 384, 1202)
branch-section (43, 306, 384, 461)
deputy-organizers-paragraph (412, 1001, 753, 1073)
organizer-paragraph (43, 788, 384, 824)
deputy-organizers-paragraph (780, 1660, 1121, 1732)
organizer-paragraph (1149, 1427, 1490, 1445)
organizer-name: த.சங்கர், 106, பொடங்குபட்டி, மருங்காபுரி, திருச்சி. (855, 1945, 1098, 1957)
booth-row (780, 856, 1121, 873)
booth-organizer: : அ.ரவிச்சந்திரன், வடக்குகளம், பன்னாங் கொம்பு, திருச்சி. (131, 1222, 357, 1251)
organizer-paragraph (780, 511, 1121, 548)
branch-section (412, 612, 753, 767)
organizer-label: அமைப்பாளர் : (43, 503, 126, 514)
organizer-label: அமைப்பாளர் : (412, 1440, 488, 1451)
deputy-organizers-label: துணை அமைப்பாளர்கள் : (412, 1959, 548, 1970)
